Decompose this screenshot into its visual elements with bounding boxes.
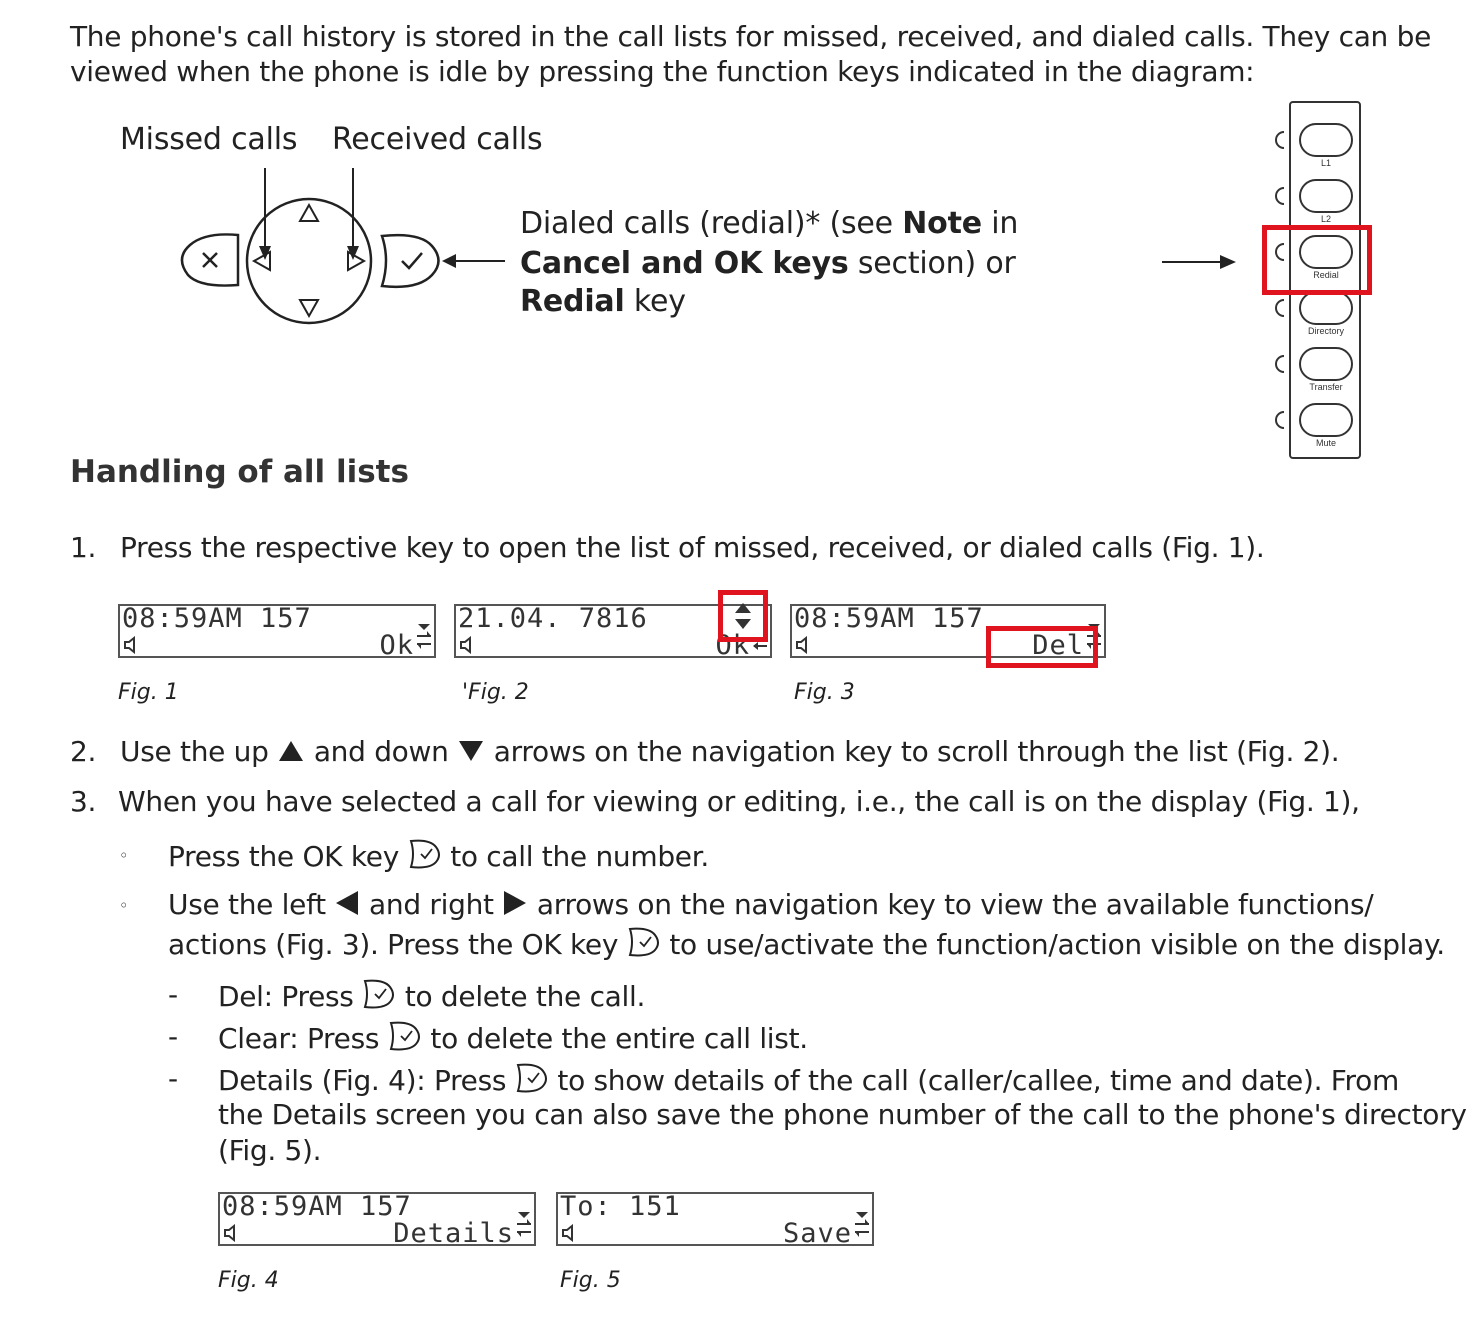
display-fig-5 [556,1191,874,1249]
missed-calls-label: Missed calls [120,122,298,157]
step-2-text: Use the up and down arrows on the navigation key to scroll through the list (Fig. 2). [120,735,1340,768]
display-row-1: 21.04. 7816 [458,603,648,634]
speaker-icon [795,636,809,654]
intro-line-1: The phone's call history is stored in the call lists for missed, received, and dialed calls. They can be [70,20,1432,53]
fig-1-caption: Fig. 1 [118,680,179,705]
step-2-number: 2. [70,735,97,768]
up-arrow-icon [277,739,305,763]
key-button-icon [1300,348,1352,380]
step-1-number: 1. [70,531,97,564]
details-item-line-2: the Details screen you can also save the phone number of the call to the phone's directory [218,1098,1467,1131]
key-label: L1 [1320,158,1332,168]
led-icon [1276,412,1284,428]
fig-3-caption: Fig. 3 [794,680,855,705]
fig-5-caption: Fig. 5 [560,1268,621,1293]
pointer-arrow-icon [1160,250,1240,274]
dialed-calls-line-2: Cancel and OK keys section) or [520,246,1016,281]
ok-key-icon [388,1020,422,1052]
down-arrow-icon [457,739,485,763]
key-label: Redial [1313,270,1339,280]
fig-2-caption: 'Fig. 2 [462,680,529,705]
left-arrow-icon [334,890,360,916]
del-item-text: Del: Press to delete the call. [218,980,646,1013]
scroll-arrows-icon [416,620,432,654]
led-icon [1276,188,1284,204]
dialed-calls-line-3: Redial key [520,284,686,319]
ok-key-icon [627,926,661,958]
led-icon [1276,356,1284,372]
key-label: Transfer [1309,382,1343,392]
display-softkey: Save [782,1218,852,1249]
up-down-arrows-icon [723,595,763,637]
key-button-icon [1300,404,1352,436]
bullet-2-line-2: actions (Fig. 3). Press the OK key to use/activate the function/action visible on the display. [168,928,1445,961]
scroll-arrows-icon [854,1208,870,1242]
details-item-line-1: Details (Fig. 4): Press to show details of the call (caller/callee, time and date). From [218,1064,1399,1097]
speaker-icon [561,1224,575,1242]
navigation-key-diagram [170,160,520,340]
display-softkey: Details [393,1218,514,1249]
details-item-line-3: (Fig. 5). [218,1134,322,1167]
cancel-key-icon [182,234,238,285]
dash-icon: - [168,978,178,1011]
dash-icon: - [168,1062,178,1095]
key-label: L2 [1320,214,1332,224]
function-key-l2 [1276,180,1352,224]
section-title: Handling of all lists [70,454,409,490]
function-key-l1 [1276,124,1352,168]
speaker-icon [123,636,137,654]
speaker-icon [223,1224,237,1242]
intro-line-2: viewed when the phone is idle by pressing the function keys indicated in the diagram: [70,55,1255,88]
step-3-number: 3. [70,785,97,818]
display-softkey: Del [1032,630,1084,661]
redial-key-highlight [1262,225,1372,295]
scroll-arrows-icon [516,1208,532,1242]
display-fig-1 [118,603,436,661]
speaker-icon [459,636,473,654]
step-1-text: Press the respective key to open the list of missed, received, or dialed calls (Fig. 1). [120,531,1265,564]
clear-item-text: Clear: Press to delete the entire call list. [218,1022,808,1055]
dialed-calls-line-1: Dialed calls (redial)* (see Note in [520,206,1019,241]
ok-key-icon [382,235,439,287]
right-arrow-icon [502,890,528,916]
key-label: Mute [1315,438,1337,448]
display-row-1: 08:59AM 157 [122,603,312,634]
fig-4-caption: Fig. 4 [218,1268,279,1293]
bullet-icon: ◦ [119,846,129,865]
ok-key-icon [515,1062,549,1094]
function-key-directory [1276,292,1352,336]
key-button-icon [1300,180,1352,212]
led-icon [1276,132,1284,148]
del-softkey-highlight [986,626,1098,668]
display-fig-4 [218,1191,536,1249]
key-button-icon [1300,292,1352,324]
display-row-1: To: 151 [560,1191,681,1222]
function-key-mute [1276,404,1352,448]
display-row-1: 08:59AM 157 [794,603,984,634]
display-softkey: Ok [715,630,750,661]
function-key-transfer [1276,348,1352,392]
ok-key-icon [408,838,442,870]
bullet-1-text: Press the OK key to call the number. [168,840,709,873]
led-icon [1276,300,1284,316]
nav-circle-icon [247,199,371,323]
dash-icon: - [168,1020,178,1053]
ok-key-icon [362,978,396,1010]
display-row-1: 08:59AM 157 [222,1191,412,1222]
received-calls-label: Received calls [332,122,543,157]
scroll-arrows-highlight [718,590,768,642]
bullet-2-line-1: Use the left and right arrows on the navigation key to view the available functions/ [168,888,1374,921]
key-button-icon [1300,124,1352,156]
display-softkey: Ok [379,630,414,661]
bullet-icon: ◦ [119,896,129,915]
step-3-text: When you have selected a call for viewing or editing, i.e., the call is on the display (Fig. 1), [118,785,1360,818]
key-label: Directory [1307,326,1345,336]
